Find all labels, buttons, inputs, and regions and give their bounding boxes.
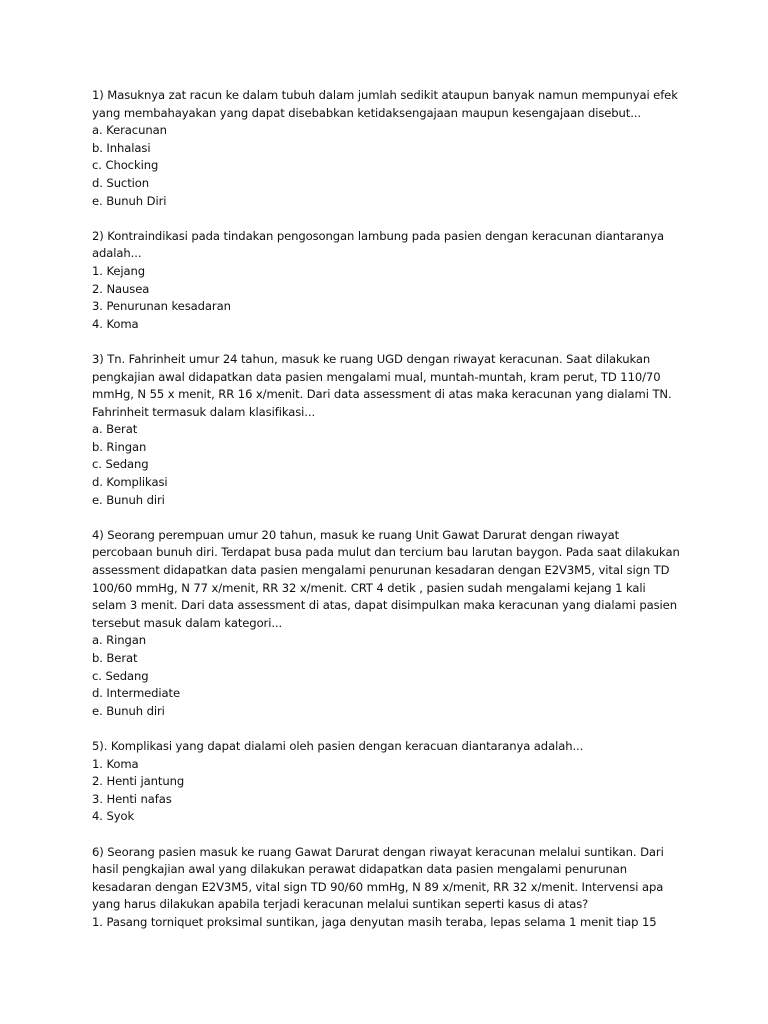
question-block: [92, 844, 682, 932]
answer-option: c. Chocking: [92, 158, 159, 173]
question-text: 1) Masuknya zat racun ke dalam tubuh dalam jumlah sedikit ataupun banyak namun mempunyai efek yang membahayakan yang dapat disebabkan ketidaksengajaan maupun kesengajaan disebut...: [92, 88, 678, 120]
answer-option: 1. Koma: [92, 756, 139, 771]
question-block: [92, 527, 682, 721]
document-page: [92, 87, 682, 949]
answer-option: e. Bunuh diri: [92, 492, 165, 507]
answer-option: d. Intermediate: [92, 686, 181, 701]
question-text: 6) Seorang pasien masuk ke ruang Gawat Darurat dengan riwayat keracunan melalui suntikan. Dari hasil pengkajian awal yang dilakukan perawat didapatkan data pasien mengalami penurunan kesadaran dengan E2V3M5, vital sign TD 90/60 mmHg, N 89 x/menit, RR 32 x/menit. Intervensi apa yang harus dilakukan apabila terjadi keracunan melalui suntikan seperti kasus di atas?: [92, 844, 664, 912]
answer-option: 4. Syok: [92, 809, 135, 824]
answer-option: b. Inhalasi: [92, 140, 151, 155]
question-text: 4) Seorang perempuan umur 20 tahun, masuk ke ruang Unit Gawat Darurat dengan riwayat percobaan bunuh diri. Terdapat busa pada mulut dan tercium bau larutan baygon. Pada saat dilakukan assessment didapatkan data pasien mengalami penurunan kesadaran dengan E2V3M5, vital sign TD 100/60 mmHg, N 77 x/menit, RR 32 x/menit. CRT 4 detik , pasien sudah mengalami kejang 1 kali selam 3 menit. Dari data assessment di atas, dapat disimpulkan maka keracunan yang dialami pasien tersebut masuk dalam kategori...: [92, 527, 680, 630]
answer-option: 2. Nausea: [92, 281, 150, 296]
answer-option: 4. Koma: [92, 316, 139, 331]
answer-option: a. Ringan: [92, 633, 147, 648]
question-block: [92, 738, 682, 826]
answer-option: b. Ringan: [92, 439, 147, 454]
answer-option: e. Bunuh Diri: [92, 193, 167, 208]
answer-option: a. Keracunan: [92, 123, 167, 138]
answer-option: d. Komplikasi: [92, 475, 168, 490]
answer-option: 3. Penurunan kesadaran: [92, 299, 231, 314]
answer-option: e. Bunuh diri: [92, 703, 165, 718]
question-block: [92, 351, 682, 509]
answer-option: 3. Henti nafas: [92, 791, 172, 806]
answer-option: c. Sedang: [92, 457, 149, 472]
question-text: 2) Kontraindikasi pada tindakan pengosongan lambung pada pasien dengan keracunan diantaranya adalah...: [92, 228, 665, 261]
answer-option: b. Berat: [92, 651, 138, 665]
answer-option: 2. Henti jantung: [92, 774, 185, 789]
question-text: 3) Tn. Fahrinheit umur 24 tahun, masuk ke ruang UGD dengan riwayat keracunan. Saat dilakukan pengkajian awal didapatkan data pasien mengalami mual, muntah-muntah, kram perut, TD 110/70 mmHg, N 55 x menit, RR 16 x/menit. Dari data assessment di atas maka keracunan yang dialami TN. Fahrinheit termasuk dalam klasifikasi...: [92, 351, 672, 419]
question-text: 5). Komplikasi yang dapat dialami oleh pasien dengan keracuan diantaranya adalah...: [92, 738, 584, 753]
question-block: [92, 228, 682, 334]
answer-option: 1. Kejang: [92, 263, 146, 278]
answer-option: c. Sedang: [92, 668, 149, 683]
question-block: [92, 87, 682, 210]
answer-option: d. Suction: [92, 175, 150, 190]
answer-option: 1. Pasang torniquet proksimal suntikan, jaga denyutan masih teraba, lepas selama 1 menit tiap 15: [92, 914, 657, 929]
answer-option: a. Berat: [92, 422, 138, 437]
